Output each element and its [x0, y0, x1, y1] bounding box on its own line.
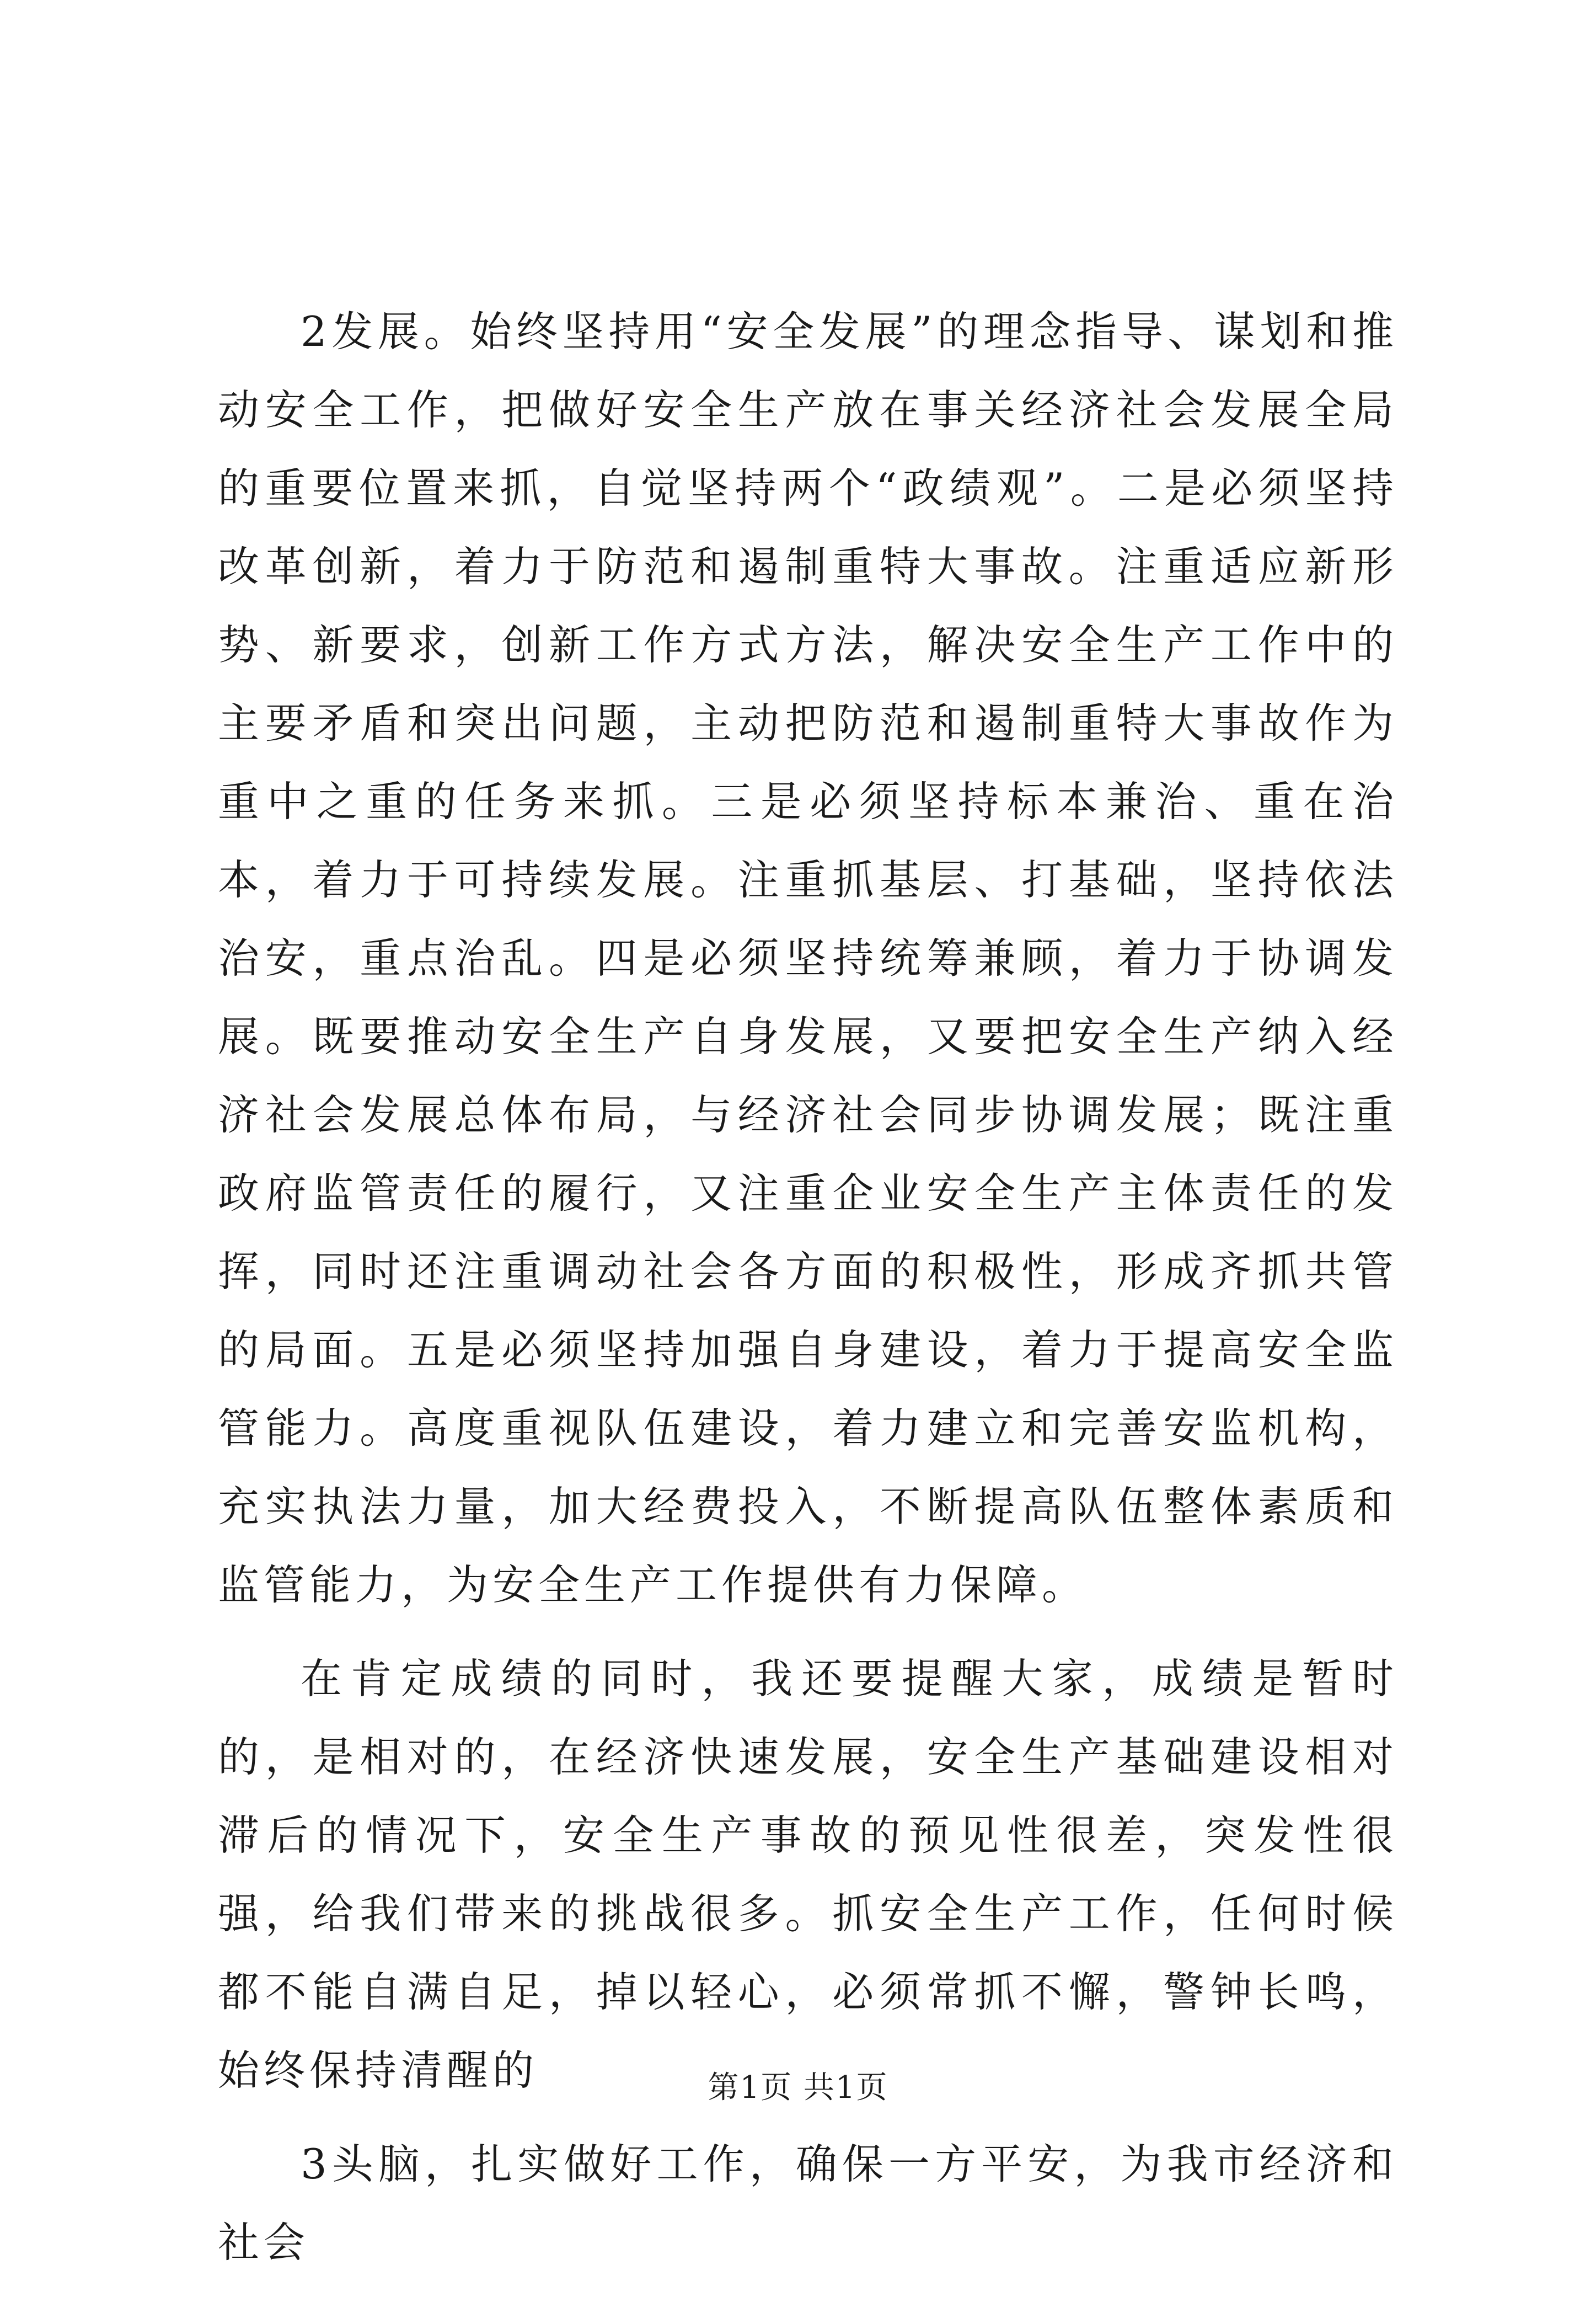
paragraph-achievements-reminder: 在肯定成绩的同时，我还要提醒大家，成绩是暂时的，是相对的，在经济快速发展，安全生产基础建设相对滞后的情况下，安全生产事故的预见性很差，突发性很强，给我们带来的挑战很多。抓安全生产工作，任何时候都不能自满自足，掉以轻心，必须常抓不懈，警钟长鸣，始终保持清醒的	[218, 1654, 1398, 2095]
paragraph-clear-mind: 3头脑，扎实做好工作，确保一方平安，为我市经济和社会	[218, 2140, 1398, 2267]
document-body	[218, 292, 1398, 2297]
paragraph-development-principles: 2发展。始终坚持用“安全发展”的理念指导、谋划和推动安全工作，把做好安全生产放在事关经济社会发展全局的重要位置来抓，自觉坚持两个“政绩观”。二是必须坚持改革创新，着力于防范和遏制重特大事故。注重适应新形势、新要求，创新工作方式方法，解决安全生产工作中的主要矛盾和突出问题，主动把防范和遏制重特大事故作为重中之重的任务来抓。三是必须坚持标本兼治、重在治本，着力于可持续发展。注重抓基层、打基础，坚持依法治安，重点治乱。四是必须坚持统筹兼顾，着力于协调发展。既要推动安全生产自身发展，又要把安全生产纳入经济社会发展总体布局，与经济社会同步协调发展；既注重政府监管责任的履行，又注重企业安全生产主体责任的发挥，同时还注重调动社会各方面的积极性，形成齐抓共管的局面。五是必须坚持加强自身建设，着力于提高安全监管能力。高度重视队伍建设，着力建立和完善安监机构，充实执法力量，加大经费投入，不断提高队伍整体素质和监管能力，为安全生产工作提供有力保障。	[218, 307, 1398, 1609]
page-footer: 第1页 共1页	[708, 2070, 888, 2106]
